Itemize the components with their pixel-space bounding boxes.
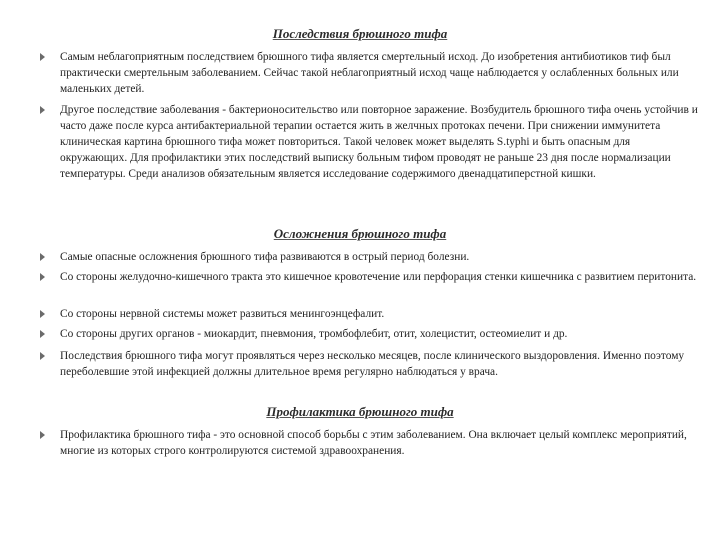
paragraph: Со стороны желудочно-кишечного тракта это кишечное кровотечение или перфорация стенки кишечника с развитием перитонита. (60, 271, 697, 283)
bullet-icon (40, 273, 45, 281)
bullet-icon (40, 253, 45, 261)
bullet-icon (40, 106, 45, 114)
paragraph: Самые опасные осложнения брюшного тифа развиваются в острый период болезни. (60, 251, 470, 263)
paragraph: Самым неблагоприятным последствием брюшного тифа является смертельный исход. До изобретения антибиотиков тиф был практически смертельным заболеванием. Сейчас такой неблагоприятный исход чаще наблюдается у ослабленных больных или маленьких детей. (60, 51, 679, 95)
bullet-icon (40, 310, 45, 318)
section-title-complications: Осложнения брюшного тифа (273, 226, 447, 241)
bullet-icon (40, 431, 45, 439)
paragraph: Со стороны нервной системы может развиться менингоэнцефалит. (60, 308, 385, 320)
paragraph: Профилактика брюшного тифа - это основной способ борьбы с этим заболеванием. Она включает целый комплекс мероприятий, многие из которых строго контролируются системой здравоохранения. (60, 429, 687, 457)
bullet-icon (40, 352, 45, 360)
bullet-icon (40, 53, 45, 61)
section-title-prevention: Профилактика брюшного тифа (266, 404, 454, 419)
paragraph: Со стороны других органов - миокардит, пневмония, тромбофлебит, отит, холецистит, остеомиелит и др. (60, 328, 568, 340)
section-title-consequences: Последствия брюшного тифа (272, 26, 448, 41)
paragraph: Другое последствие заболевания - бактерионосительство или повторное заражение. Возбудитель брюшного тифа очень устойчив и часто даже после курса антибактериальной терапии остается жить в желчных протоках печени. При снижении иммунитета клиническая картина брюшного тифа может повториться. Такой человек может выделять S.typhi и быть опасным для окружающих. Для профилактики этих последствий выписку больным тифом проводят не раньше 23 дня после нормализации температуры. Среди анализов обязательным является исследование содержимого двенадцатиперстной кишки. (60, 104, 698, 180)
bullet-icon (40, 330, 45, 338)
paragraph: Последствия брюшного тифа могут проявляться через несколько месяцев, после клинического выздоровления. Именно поэтому переболевшие этой инфекцией должны длительное время регулярно наблюдаться у врача. (60, 350, 685, 378)
